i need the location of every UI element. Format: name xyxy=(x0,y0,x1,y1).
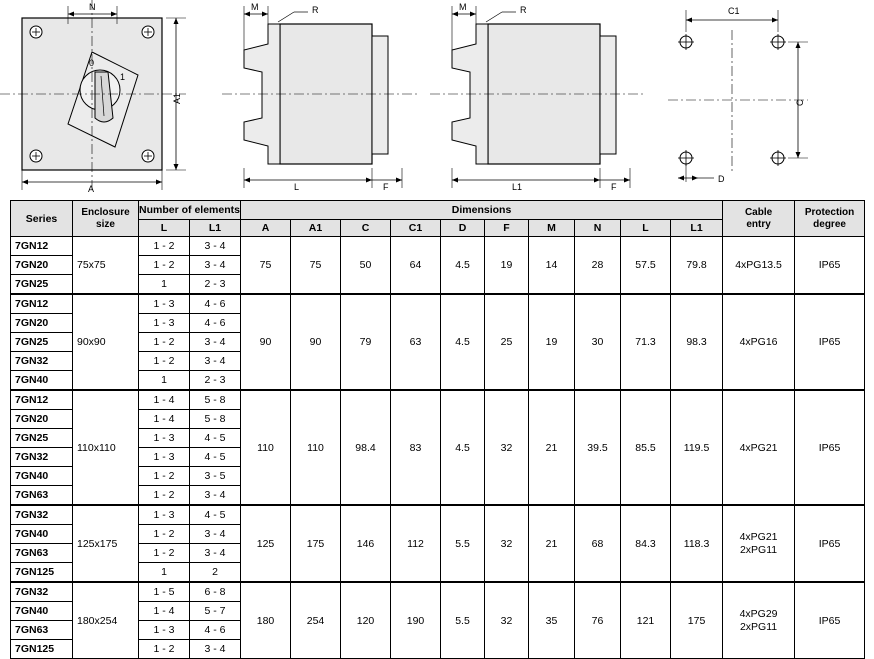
cell-series: 7GN25 xyxy=(11,333,73,352)
cell-dim-A: 90 xyxy=(241,294,291,390)
dimensions-table xyxy=(10,200,865,659)
cell-series: 7GN20 xyxy=(11,256,73,275)
front-view-label-N: N xyxy=(89,2,96,12)
side-view-1-label-F: F xyxy=(383,182,389,192)
cell-dim-L1: 119.5 xyxy=(671,390,723,505)
table-row xyxy=(11,505,865,525)
technical-drawings xyxy=(0,0,874,196)
side-view-2-label-L1: L1 xyxy=(512,182,523,192)
cell-elements-L1: 5 - 7 xyxy=(190,602,241,621)
cell-elements-L: 1 - 2 xyxy=(139,640,190,659)
side-view-2-label-R: R xyxy=(520,5,527,15)
cell-elements-L: 1 xyxy=(139,275,190,295)
header-protection-degree-text: Protection degree xyxy=(804,207,855,230)
cell-dim-F: 25 xyxy=(485,294,529,390)
cell-dim-L1: 79.8 xyxy=(671,237,723,295)
cell-series: 7GN12 xyxy=(11,237,73,256)
cell-dim-M: 35 xyxy=(529,582,575,659)
cell-series: 7GN125 xyxy=(11,563,73,583)
cell-dim-D: 5.5 xyxy=(441,582,485,659)
cell-elements-L: 1 - 3 xyxy=(139,314,190,333)
header-protection-degree xyxy=(795,201,865,237)
front-view-label-A1: A1 xyxy=(172,92,182,104)
cell-dim-C1: 64 xyxy=(391,237,441,295)
cell-elements-L1: 4 - 5 xyxy=(190,448,241,467)
cell-dim-A: 125 xyxy=(241,505,291,582)
cell-elements-L: 1 - 3 xyxy=(139,505,190,525)
header-dim-C: C xyxy=(341,220,391,237)
cell-dim-N: 30 xyxy=(575,294,621,390)
cell-elements-L1: 6 - 8 xyxy=(190,582,241,602)
cell-dim-A1: 254 xyxy=(291,582,341,659)
cell-elements-L1: 3 - 4 xyxy=(190,544,241,563)
front-view-label-A: A xyxy=(88,184,95,194)
header-elements-L1: L1 xyxy=(190,220,241,237)
hole-pattern-label-C: C xyxy=(795,99,805,106)
cell-dim-D: 4.5 xyxy=(441,294,485,390)
hole-pattern-label-D: D xyxy=(718,174,725,184)
cell-enclosure-size: 180x254 xyxy=(73,582,139,659)
cell-dim-N: 39.5 xyxy=(575,390,621,505)
cell-dim-F: 32 xyxy=(485,582,529,659)
header-dim-N: N xyxy=(575,220,621,237)
cell-series: 7GN125 xyxy=(11,640,73,659)
cell-cable-entry: 4xPG13.5 xyxy=(723,237,795,295)
side-view-1-drawing xyxy=(222,0,422,196)
cell-dim-C: 79 xyxy=(341,294,391,390)
cell-dim-M: 21 xyxy=(529,390,575,505)
cell-dim-L: 121 xyxy=(621,582,671,659)
cell-dim-L1: 118.3 xyxy=(671,505,723,582)
cell-cable-entry: 4xPG16 xyxy=(723,294,795,390)
header-dim-L1: L1 xyxy=(671,220,723,237)
cell-elements-L: 1 xyxy=(139,563,190,583)
cell-elements-L: 1 - 2 xyxy=(139,237,190,256)
header-dimensions-text: Dimensions xyxy=(451,204,512,216)
cell-series: 7GN63 xyxy=(11,621,73,640)
cell-elements-L: 1 - 4 xyxy=(139,390,190,410)
cell-dim-L: 85.5 xyxy=(621,390,671,505)
cell-elements-L: 1 xyxy=(139,371,190,391)
cell-series: 7GN40 xyxy=(11,525,73,544)
cell-dim-C: 120 xyxy=(341,582,391,659)
cell-dim-A1: 75 xyxy=(291,237,341,295)
cell-elements-L: 1 - 3 xyxy=(139,429,190,448)
cell-dim-M: 14 xyxy=(529,237,575,295)
header-enclosure-size xyxy=(73,201,139,237)
cell-elements-L1: 4 - 6 xyxy=(190,621,241,640)
cell-elements-L1: 2 xyxy=(190,563,241,583)
cell-series: 7GN40 xyxy=(11,371,73,391)
cell-series: 7GN20 xyxy=(11,410,73,429)
cell-dim-A: 180 xyxy=(241,582,291,659)
cell-protection-degree: IP65 xyxy=(795,237,865,295)
cell-elements-L1: 3 - 4 xyxy=(190,352,241,371)
cell-dim-A1: 90 xyxy=(291,294,341,390)
cell-dim-L: 71.3 xyxy=(621,294,671,390)
cell-dim-L: 57.5 xyxy=(621,237,671,295)
cell-dim-A1: 110 xyxy=(291,390,341,505)
header-enclosure-size-text: Enclosure size xyxy=(81,207,130,230)
cell-dim-D: 4.5 xyxy=(441,390,485,505)
header-cable-entry-text: Cable entry xyxy=(744,207,773,230)
cell-series: 7GN32 xyxy=(11,352,73,371)
cell-elements-L: 1 - 2 xyxy=(139,467,190,486)
cell-elements-L1: 5 - 8 xyxy=(190,390,241,410)
cell-elements-L: 1 - 2 xyxy=(139,352,190,371)
cell-dim-L1: 98.3 xyxy=(671,294,723,390)
header-elements-L: L xyxy=(139,220,190,237)
cell-elements-L: 1 - 4 xyxy=(139,410,190,429)
cell-elements-L1: 3 - 5 xyxy=(190,467,241,486)
cell-protection-degree: IP65 xyxy=(795,294,865,390)
cell-dim-D: 4.5 xyxy=(441,237,485,295)
cell-dim-N: 68 xyxy=(575,505,621,582)
cell-series: 7GN40 xyxy=(11,467,73,486)
cell-dim-C: 50 xyxy=(341,237,391,295)
dimensions-table-body xyxy=(11,237,865,659)
cell-enclosure-size: 125x175 xyxy=(73,505,139,582)
cell-dim-M: 19 xyxy=(529,294,575,390)
header-dim-A1: A1 xyxy=(291,220,341,237)
table-row xyxy=(11,390,865,410)
cell-enclosure-size: 90x90 xyxy=(73,294,139,390)
cell-enclosure-size: 110x110 xyxy=(73,390,139,505)
side-view-2-label-M: M xyxy=(459,2,467,12)
cell-dim-C1: 83 xyxy=(391,390,441,505)
header-series-text: Series xyxy=(25,212,58,225)
cell-elements-L1: 4 - 5 xyxy=(190,505,241,525)
header-dimensions xyxy=(241,201,723,220)
side-view-2-drawing xyxy=(430,0,650,196)
header-number-of-elements xyxy=(139,201,241,220)
cell-dim-C: 146 xyxy=(341,505,391,582)
cell-cable-entry: 4xPG29 2xPG11 xyxy=(723,582,795,659)
cell-elements-L1: 4 - 6 xyxy=(190,294,241,314)
header-dim-C1: C1 xyxy=(391,220,441,237)
hole-pattern-drawing xyxy=(668,0,868,196)
cell-dim-F: 19 xyxy=(485,237,529,295)
cell-series: 7GN40 xyxy=(11,602,73,621)
cell-series: 7GN32 xyxy=(11,448,73,467)
cell-dim-F: 32 xyxy=(485,390,529,505)
cell-cable-entry: 4xPG21 2xPG11 xyxy=(723,505,795,582)
cell-elements-L1: 4 - 5 xyxy=(190,429,241,448)
table-row xyxy=(11,582,865,602)
cell-series: 7GN12 xyxy=(11,390,73,410)
cell-series: 7GN63 xyxy=(11,486,73,506)
header-number-of-elements-text: Number of elements xyxy=(139,204,240,216)
cell-dim-A: 75 xyxy=(241,237,291,295)
table-header-row-1 xyxy=(11,201,865,220)
cell-series: 7GN20 xyxy=(11,314,73,333)
cell-protection-degree: IP65 xyxy=(795,505,865,582)
cell-dim-D: 5.5 xyxy=(441,505,485,582)
header-dim-L: L xyxy=(621,220,671,237)
side-view-1-label-R: R xyxy=(312,5,319,15)
cell-elements-L1: 3 - 4 xyxy=(190,237,241,256)
cell-series: 7GN63 xyxy=(11,544,73,563)
cell-elements-L1: 2 - 3 xyxy=(190,275,241,295)
header-dim-M: M xyxy=(529,220,575,237)
cell-series: 7GN32 xyxy=(11,505,73,525)
cell-dim-C1: 190 xyxy=(391,582,441,659)
header-cable-entry xyxy=(723,201,795,237)
cell-elements-L: 1 - 5 xyxy=(139,582,190,602)
cell-protection-degree: IP65 xyxy=(795,390,865,505)
cell-elements-L1: 4 - 6 xyxy=(190,314,241,333)
cell-dim-M: 21 xyxy=(529,505,575,582)
hole-pattern-label-C1: C1 xyxy=(728,6,740,16)
cell-elements-L1: 2 - 3 xyxy=(190,371,241,391)
cell-elements-L: 1 - 2 xyxy=(139,525,190,544)
cell-elements-L: 1 - 2 xyxy=(139,544,190,563)
dimensions-table-container xyxy=(10,200,864,659)
cell-elements-L: 1 - 3 xyxy=(139,294,190,314)
cell-dim-N: 28 xyxy=(575,237,621,295)
cell-elements-L1: 3 - 4 xyxy=(190,333,241,352)
cell-elements-L1: 3 - 4 xyxy=(190,256,241,275)
side-view-1-label-M: M xyxy=(251,2,259,12)
side-view-1-label-L: L xyxy=(294,182,300,192)
cell-elements-L: 1 - 2 xyxy=(139,333,190,352)
cell-series: 7GN12 xyxy=(11,294,73,314)
header-series xyxy=(11,201,73,237)
header-dim-A: A xyxy=(241,220,291,237)
cell-elements-L: 1 - 3 xyxy=(139,448,190,467)
cell-dim-C: 98.4 xyxy=(341,390,391,505)
cell-dim-L1: 175 xyxy=(671,582,723,659)
cell-series: 7GN25 xyxy=(11,275,73,295)
cell-series: 7GN25 xyxy=(11,429,73,448)
cell-elements-L: 1 - 4 xyxy=(139,602,190,621)
cell-dim-F: 32 xyxy=(485,505,529,582)
cell-dim-A1: 175 xyxy=(291,505,341,582)
header-dim-F: F xyxy=(485,220,529,237)
cell-series: 7GN32 xyxy=(11,582,73,602)
cell-cable-entry: 4xPG21 xyxy=(723,390,795,505)
cell-elements-L1: 5 - 8 xyxy=(190,410,241,429)
cell-elements-L: 1 - 2 xyxy=(139,256,190,275)
cell-elements-L1: 3 - 4 xyxy=(190,486,241,506)
cell-dim-N: 76 xyxy=(575,582,621,659)
cell-protection-degree: IP65 xyxy=(795,582,865,659)
side-view-2-label-F: F xyxy=(611,182,617,192)
cell-dim-C1: 63 xyxy=(391,294,441,390)
header-dim-D: D xyxy=(441,220,485,237)
knob-position-1-label: 1 xyxy=(120,72,126,82)
table-row xyxy=(11,294,865,314)
table-row xyxy=(11,237,865,256)
cell-elements-L1: 3 - 4 xyxy=(190,640,241,659)
cell-enclosure-size: 75x75 xyxy=(73,237,139,295)
cell-dim-L: 84.3 xyxy=(621,505,671,582)
cell-elements-L1: 3 - 4 xyxy=(190,525,241,544)
cell-dim-C1: 112 xyxy=(391,505,441,582)
cell-elements-L: 1 - 3 xyxy=(139,621,190,640)
cell-dim-A: 110 xyxy=(241,390,291,505)
cell-elements-L: 1 - 2 xyxy=(139,486,190,506)
knob-position-0-label: 0 xyxy=(89,58,95,68)
